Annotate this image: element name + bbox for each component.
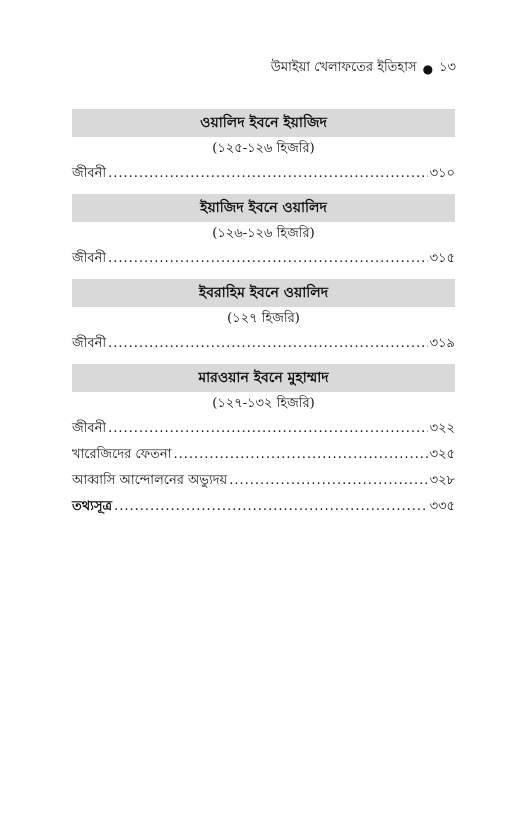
toc-entry[interactable]	[72, 468, 455, 494]
toc-section-walid-ibn-yazid	[72, 109, 455, 187]
dot-leader	[108, 416, 428, 442]
running-header	[271, 58, 456, 79]
dot-leader	[108, 331, 428, 357]
toc-entry[interactable]	[72, 416, 455, 442]
dot-leader	[114, 494, 428, 520]
bullet-icon: ●	[422, 61, 434, 76]
entry-label: জীবনী	[72, 166, 107, 181]
toc-section-marwan-ibn-muhammad	[72, 364, 455, 520]
entry-label: তথ্যসূত্র	[72, 499, 113, 514]
toc-entry[interactable]	[72, 246, 455, 272]
entry-page: ৩১০	[429, 166, 455, 181]
section-years: (১২৭-১৩২ হিজরি)	[212, 396, 315, 411]
dot-leader	[173, 442, 427, 468]
entry-page: ৩১৫	[429, 251, 455, 266]
section-title: ইবরাহিম ইবনে ওয়ালিদ	[72, 279, 455, 307]
entry-page: ৩৩৫	[429, 499, 455, 514]
section-years: (১২৬-১২৬ হিজরি)	[212, 226, 315, 241]
toc-entry[interactable]	[72, 331, 455, 357]
entry-label: আব্বাসি আন্দোলনের অভ্যুদয়	[72, 473, 228, 488]
section-title: ইয়াজিদ ইবনে ওয়ালিদ	[72, 194, 455, 222]
toc-section-yazid-ibn-walid	[72, 194, 455, 272]
section-years: (১২৫-১২৬ হিজরি)	[212, 141, 315, 156]
section-title: ওয়ালিদ ইবনে ইয়াজিদ	[72, 109, 455, 137]
toc-entry[interactable]	[72, 442, 455, 468]
entry-label: জীবনী	[72, 251, 107, 266]
entry-label: খারেজিদের ফেতনা	[72, 447, 172, 462]
entry-page: ৩১৯	[429, 336, 455, 351]
entry-label: জীবনী	[72, 421, 107, 436]
toc-entry-references[interactable]	[72, 494, 455, 520]
book-title: উমাইয়া খেলাফতের ইতিহাস	[270, 60, 417, 75]
page-number: ১৩	[439, 60, 456, 75]
entry-page: ৩২২	[429, 421, 455, 436]
dot-leader	[229, 468, 427, 494]
section-title: মারওয়ান ইবনে মুহাম্মাদ	[72, 364, 455, 392]
entry-page: ৩২৮	[429, 473, 455, 488]
section-years: (১২৭ হিজরি)	[227, 311, 300, 326]
dot-leader	[108, 246, 428, 272]
entry-label: জীবনী	[72, 336, 107, 351]
table-of-contents	[72, 109, 455, 527]
entry-page: ৩২৫	[429, 447, 455, 462]
toc-section-ibrahim-ibn-walid	[72, 279, 455, 357]
dot-leader	[108, 161, 428, 187]
toc-entry[interactable]	[72, 161, 455, 187]
